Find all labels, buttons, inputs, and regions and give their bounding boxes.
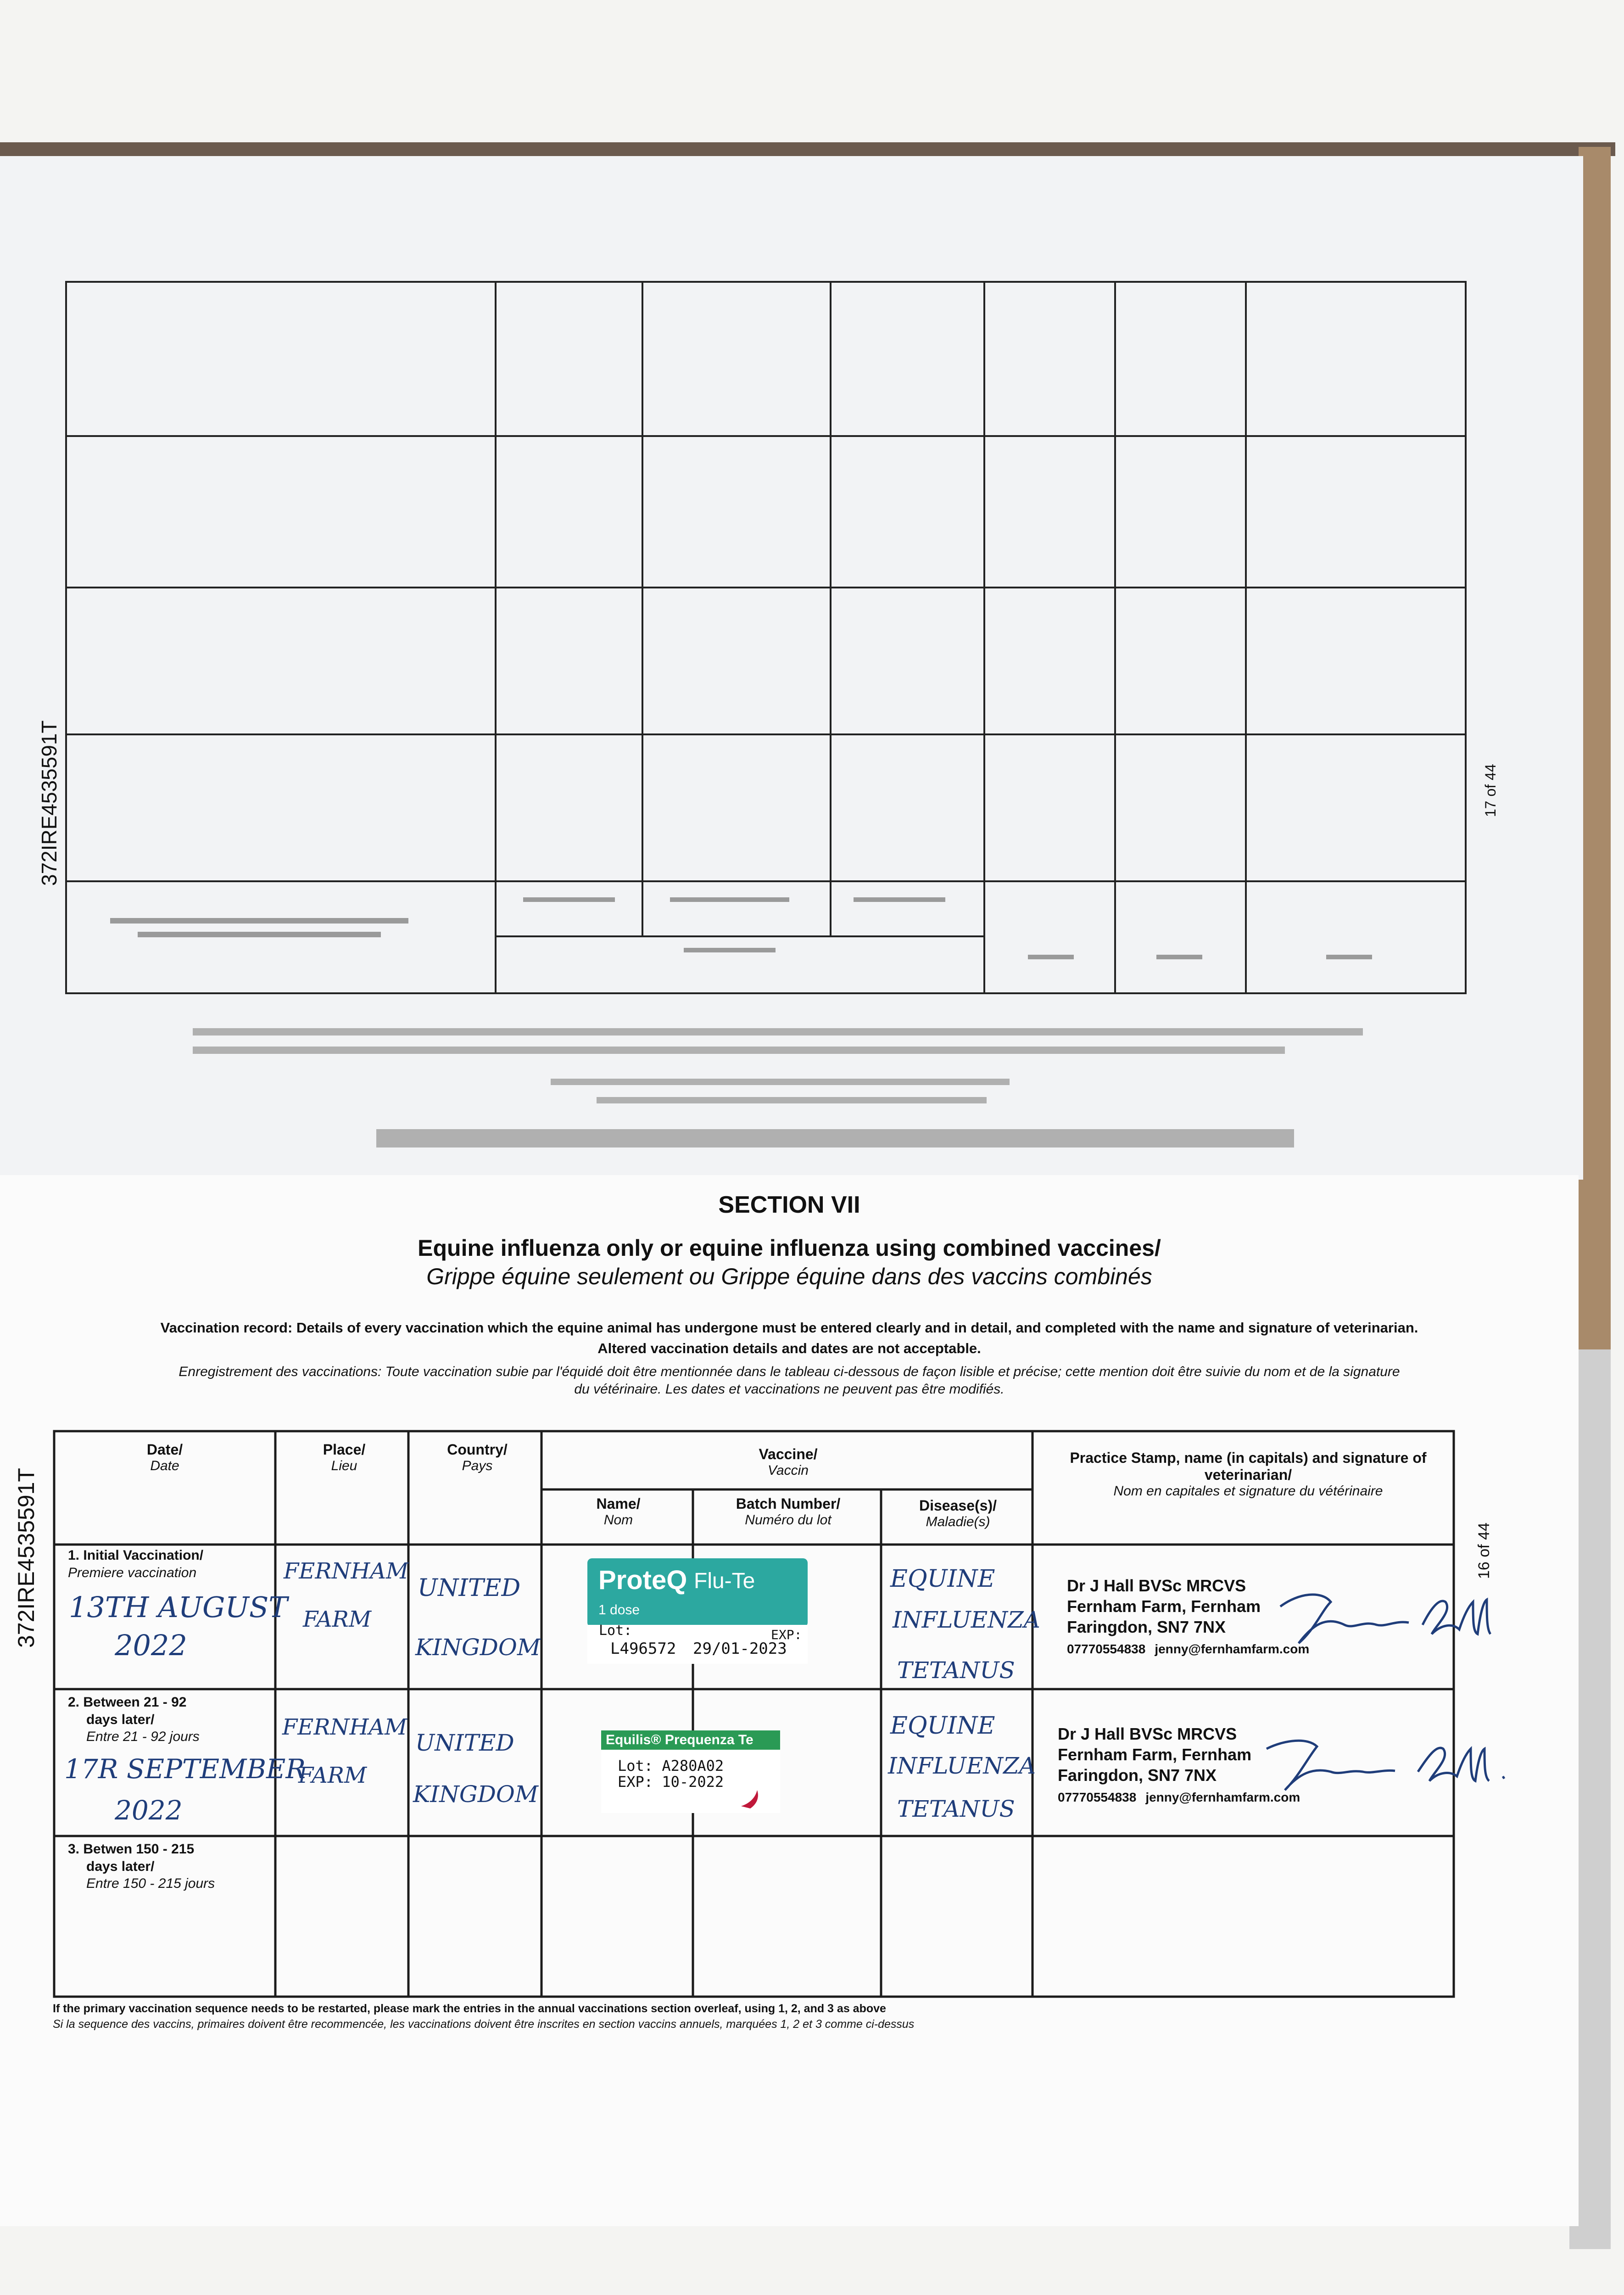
row1-lot-label: Lot:: [599, 1623, 632, 1639]
header-vaccine: Vaccine/ Vaccin: [759, 1446, 818, 1478]
footer-note-fr: Si la sequence des vaccins, primaires doivent être recommencée, les vaccinations doivent être inscrites en section vaccins annuels, marquées 1, 2 et 3 comme ci-dessus: [53, 2018, 915, 2031]
row2-disease-1: EQUINE: [890, 1712, 995, 1740]
row1-country-line1: UNITED: [418, 1574, 521, 1602]
header-batch: Batch Number/ Numéro du lot: [736, 1495, 841, 1528]
cover-edge-top: [0, 142, 1615, 156]
upper-mirrored-text: [184, 1019, 1423, 1166]
row2-label: 2. Between 21 - 92 days later/ Entre 21 - 92 jours: [68, 1695, 200, 1744]
header-place: Place/ Lieu: [323, 1441, 366, 1473]
header-date: Date/ Date: [146, 1441, 183, 1473]
record-en-2: Altered vaccination details and dates are not acceptable.: [597, 1340, 981, 1356]
row2-disease-3: TETANUS: [897, 1796, 1015, 1822]
row1-disease-2: INFLUENZA: [893, 1606, 1040, 1633]
section-title: SECTION VII: [718, 1192, 860, 1218]
row2-label-peel-mark: [739, 1788, 762, 1811]
header-stamp: Practice Stamp, name (in capitals) and signature of veterinarian/ Nom en capitales et signature du vétérinaire: [1070, 1450, 1427, 1499]
upper-page-side-number: 372IRE4535591T: [37, 720, 61, 886]
row2-country-line1: UNITED: [415, 1730, 514, 1756]
row1-label: 1. Initial Vaccination/ Premiere vaccination: [68, 1548, 204, 1580]
row2-date-line1: 17R SEPTEMBER: [64, 1753, 306, 1785]
header-country: Country/ Pays: [447, 1441, 508, 1473]
row2-disease-2: INFLUENZA: [888, 1752, 1036, 1779]
row1-disease-3: TETANUS: [897, 1657, 1015, 1684]
row1-place-line1: FERNHAM: [284, 1558, 409, 1584]
row2-date-line2: 2022: [115, 1795, 183, 1826]
footer-note-en: If the primary vaccination sequence needs to be restarted, please mark the entries in the annual vaccinations section overleaf, using 1, 2, and 3 as above: [53, 2002, 886, 2015]
row1-exp-label: EXP:: [771, 1627, 802, 1642]
section-subtitle: Equine influenza only or equine influenza using combined vaccines/: [418, 1235, 1161, 1261]
row2-vet-stamp: Dr J Hall BVSc MRCVS Fernham Farm, Fernham Faringdon, SN7 7NX 07770554838 jenny@fernhamfarm.com: [1058, 1724, 1300, 1804]
header-name: Name/ Nom: [596, 1495, 641, 1528]
lower-page-side-number: 372IRE4535591T: [13, 1468, 39, 1648]
lower-page-number: 16 of 44: [1475, 1523, 1493, 1579]
record-fr-1: Enregistrement des vaccinations: Toute vaccination subie par l'équidé doit être mentionnée dans le tableau ci-dessous de façon lisible et précise; cette mention doit être suivie du nom et de la signature: [179, 1364, 1400, 1379]
upper-empty-table: [64, 280, 1468, 996]
row1-exp: 29/01-2023: [693, 1640, 787, 1658]
row2-place-line2: FARM: [298, 1763, 367, 1788]
row2-vaccine-label: Equilis® Prequenza Te Lot: A280A02 EXP: 10-2022: [601, 1730, 780, 1813]
row3-label: 3. Betwen 150 - 215 days later/ Entre 150 - 215 jours: [68, 1842, 215, 1891]
row1-vet-stamp: Dr J Hall BVSc MRCVS Fernham Farm, Fernham Faringdon, SN7 7NX 07770554838 jenny@fernhamfarm.com: [1067, 1576, 1310, 1656]
row2-place-line1: FERNHAM: [282, 1714, 407, 1740]
row1-place-line2: FARM: [303, 1606, 372, 1632]
row1-lot: L496572: [610, 1640, 676, 1658]
row1-country-line2: KINGDOM: [415, 1634, 541, 1661]
header-disease: Disease(s)/ Maladie(s): [919, 1497, 997, 1529]
cover-edge-right: [1579, 147, 1611, 1349]
record-en-1: Vaccination record: Details of every vaccination which the equine animal has undergone must be entered clearly and in detail, and completed with the name and signature of veterinarian.: [160, 1320, 1418, 1336]
row1-date-line2: 2022: [115, 1629, 187, 1662]
row1-date-line1: 13TH AUGUST: [69, 1590, 288, 1624]
row1-disease-1: EQUINE: [890, 1565, 995, 1593]
row1-signature: [1271, 1574, 1491, 1662]
row2-signature: [1253, 1726, 1514, 1804]
row1-vaccine-label: ProteQ Flu-Te 1 dose: [587, 1558, 808, 1627]
row2-country-line2: KINGDOM: [413, 1781, 539, 1808]
record-fr-2: du vétérinaire. Les dates et vaccinations ne peuvent pas être modifiés.: [574, 1382, 1005, 1397]
upper-page-number: 17 of 44: [1482, 764, 1499, 817]
section-subtitle-fr: Grippe équine seulement ou Grippe équine dans des vaccins combinés: [426, 1264, 1152, 1289]
